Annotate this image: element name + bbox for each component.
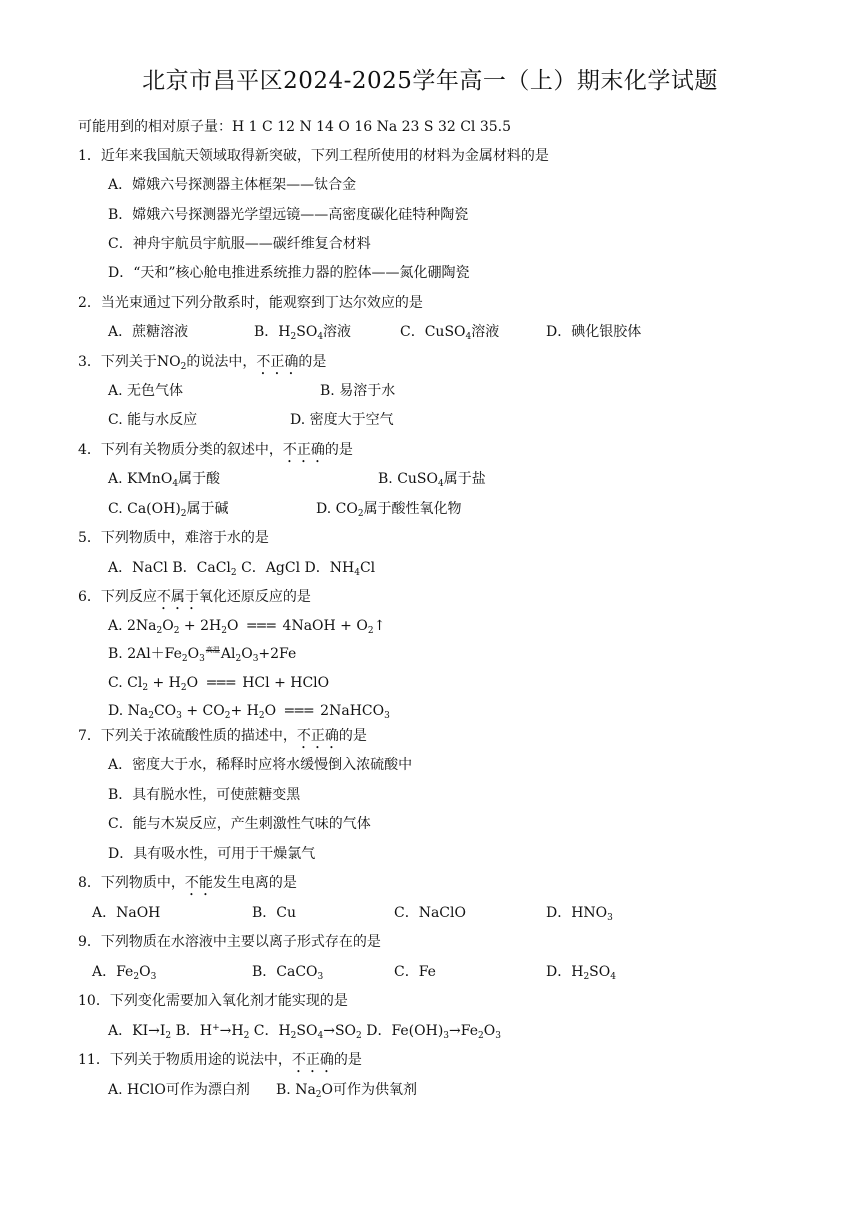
q10-option-d: D．$Fe(OH)_3\to Fe_2O_3$ [366, 1023, 501, 1041]
q6-stem: 6．下列反应不属于氧化还原反应的是 [78, 589, 311, 605]
q9-option-b: B．CaCO$_3$ [252, 964, 324, 982]
q11-option-a: A. HClO可作为漂白剂 [108, 1082, 250, 1098]
atomic-masses-note: 可能用到的相对原子量：H 1 C 12 N 14 O 16 Na 23 S 32 Cl 35.5 [78, 119, 512, 135]
q3-stem: 3．下列关于$NO_2$的说法中，不正确的是 [78, 354, 327, 372]
q3-option-a: A. 无色气体 [108, 383, 184, 399]
q6-option-d: D. $Na_2CO_3 + CO_2+ H_2O$ === 2NaHCO$_3$ [108, 703, 390, 721]
q4-stem: 4．下列有关物质分类的叙述中，不正确的是 [78, 442, 353, 458]
q2-option-d: D．碘化银胶体 [546, 324, 642, 340]
q7-option-d: D．具有吸水性，可用于干燥氯气 [108, 846, 316, 862]
q10-option-a: A．$KI\to I_2$ [108, 1023, 172, 1041]
q5-stem: 5．下列物质中，难溶于水的是 [78, 530, 269, 546]
q9-option-a: A．$Fe_2O_3$ [92, 964, 157, 982]
q4-option-a: A. KMnO$_4$属于酸 [108, 471, 221, 489]
q2-option-a: A．蔗糖溶液 [108, 324, 189, 340]
q9-option-c: C．Fe [394, 964, 436, 980]
q5-options [108, 559, 375, 577]
q3-option-d: D. 密度大于空气 [290, 412, 394, 428]
q6-option-b: B. $2Al+Fe_2O_3^{高温}Al_2O_3+2Fe$ [108, 646, 297, 664]
q8-option-a: A．NaOH [92, 905, 161, 921]
q2-option-c: C．CuSO$_4$溶液 [400, 324, 500, 342]
q7-option-b: B．具有脱水性，可使蔗糖变黑 [108, 787, 301, 803]
q2-option-b: B．$H_2SO_4$溶液 [254, 324, 352, 342]
q4-option-c: C. $Ca(OH)_2$属于碱 [108, 501, 229, 519]
q3-option-c: C. 能与水反应 [108, 412, 198, 428]
q9-option-d: D．$H_2SO_4$ [546, 964, 616, 982]
q10-option-c: C．$H_2SO_4\to SO_2$ [253, 1023, 362, 1041]
q8-option-b: B．Cu [252, 905, 297, 921]
q5-option-b: B．CaCl$_2$ [172, 560, 237, 578]
q10-options [108, 1022, 501, 1040]
q7-option-c: C．能与木炭反应，产生刺激性气味的气体 [108, 816, 371, 832]
q6-option-a: A. $2Na_2O_2 + 2H_2O$ === 4NaOH + $O_2↑$ [108, 618, 386, 636]
q9-stem: 9．下列物质在水溶液中主要以离子形式存在的是 [78, 934, 381, 950]
q7-option-a: A．密度大于水，稀释时应将水缓慢倒入浓硫酸中 [108, 757, 413, 773]
q8-option-d: D．$HNO_3$ [546, 905, 613, 923]
page-title: 北京市昌平区2024-2025学年高一（上）期末化学试题 [142, 68, 718, 94]
q7-stem: 7．下列关于浓硫酸性质的描述中，不正确的是 [78, 728, 367, 744]
q5-option-d: D．$NH_4Cl$ [304, 560, 376, 578]
q6-option-c: C. $Cl_2 + H_2O$ === HCl + HClO [108, 675, 330, 693]
q10-stem: 10．下列变化需要加入氧化剂才能实现的是 [78, 993, 348, 1009]
q8-option-c: C．NaClO [394, 905, 466, 921]
q10-option-b: B．$H^+\to H_2$ [175, 1023, 250, 1041]
q2-stem: 2．当光束通过下列分散系时，能观察到丁达尔效应的是 [78, 295, 423, 311]
q1-stem: 1．近年来我国航天领域取得新突破，下列工程所使用的材料为金属材料的是 [78, 148, 549, 164]
q1-option-b: B．嫦娥六号探测器光学望远镜——高密度碳化硅特种陶瓷 [108, 207, 469, 223]
q4-option-d: D. $CO_2$属于酸性氧化物 [316, 501, 462, 519]
q3-option-b: B. 易溶于水 [320, 383, 396, 399]
reaction-condition-label: 高温 [205, 646, 220, 654]
q5-option-c: C．AgCl [241, 560, 301, 576]
q8-stem: 8．下列物质中，不能发生电离的是 [78, 875, 297, 891]
q4-option-b: B. CuSO$_4$属于盐 [378, 471, 486, 489]
q11-stem: 11．下列关于物质用途的说法中，不正确的是 [78, 1052, 362, 1068]
q11-option-b: B. $Na_2O$可作为供氧剂 [276, 1082, 418, 1100]
q1-option-d: D．“天和”核心舱电推进系统推力器的腔体——氮化硼陶瓷 [108, 265, 470, 281]
q1-option-a: A．嫦娥六号探测器主体框架——钛合金 [108, 177, 357, 193]
q1-option-c: C．神舟宇航员宇航服——碳纤维复合材料 [108, 236, 371, 252]
q5-option-a: A．NaCl [108, 560, 168, 576]
